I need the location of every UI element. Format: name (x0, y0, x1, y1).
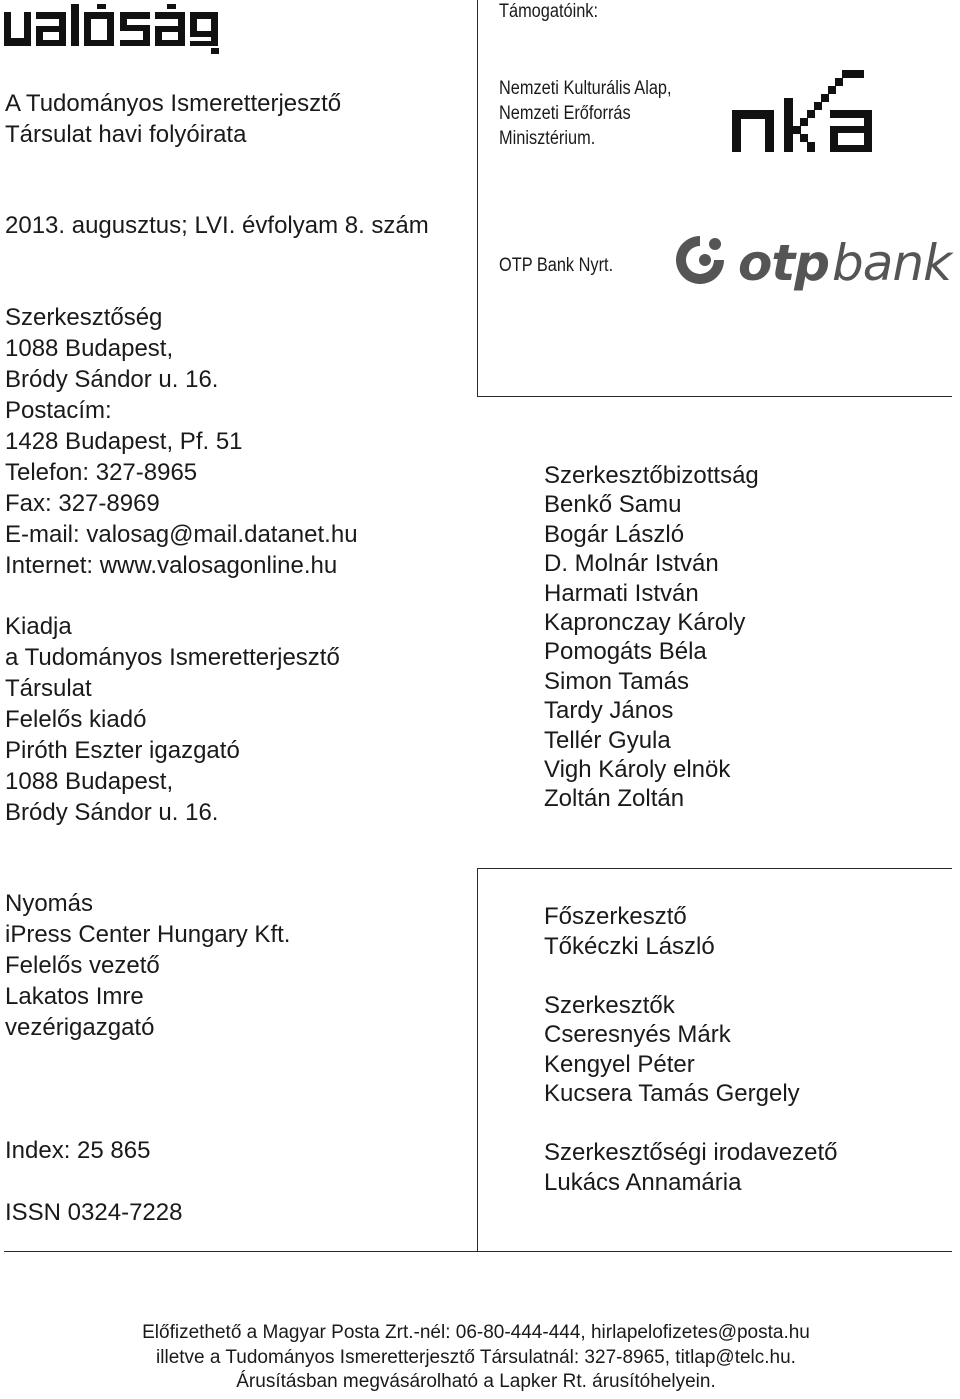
footer-divider (4, 1251, 952, 1252)
subscription-info (0, 1321, 952, 1395)
subtitle-line: A Tudományos Ismeretterjesztő (5, 90, 342, 117)
svg-text:otp: otp (738, 234, 830, 292)
manager-name: Lakatos Imre (5, 983, 144, 1010)
board-member: Pomogáts Béla (544, 638, 707, 666)
board-member: Vigh Károly elnök (544, 756, 731, 784)
column-divider-bottom (477, 868, 478, 1252)
board-member: Tardy János (544, 697, 674, 725)
office-manager-name: Lukács Annamária (544, 1169, 742, 1196)
fax-line: Fax: 327-8969 (5, 490, 160, 517)
printing-block (5, 888, 290, 1043)
section-divider (477, 868, 952, 869)
editor-name: Kucsera Tamás Gergely (544, 1079, 800, 1107)
subtitle-line: Társulat havi folyóirata (5, 121, 247, 148)
printing-heading: Nyomás (5, 890, 94, 917)
board-member: Bogár László (544, 520, 685, 548)
nka-logo-image (730, 68, 880, 154)
manager-title: vezérigazgató (5, 1014, 155, 1041)
chief-editor-block (544, 902, 715, 962)
subscription-line: Árusításban megvásárolható a Lapker Rt. árusítóhelyein. (236, 1371, 716, 1392)
address-line: Bródy Sándor u. 16. (5, 366, 219, 393)
website-line: Internet: www.valosagonline.hu (5, 552, 338, 579)
address-line: 1088 Budapest, (5, 768, 174, 795)
subscription-line: illetve a Tudományos Ismeretterjesztő Társulatnál: 327-8965, titlap@telc.hu. (156, 1346, 796, 1368)
board-member: Benkő Samu (544, 491, 682, 519)
editorial-office-heading: Szerkesztőség (5, 304, 163, 331)
svg-text:bank: bank (832, 234, 952, 292)
valosag-logo (4, 4, 220, 54)
issue-info: 2013. augusztus; LVI. évfolyam 8. szám (5, 212, 429, 239)
responsible-publisher-name: Piróth Eszter igazgató (5, 737, 240, 764)
address-line: Bródy Sándor u. 16. (5, 799, 219, 826)
board-member: Kapronczay Károly (544, 609, 746, 637)
sponsor-line: Nemzeti Erőforrás (499, 103, 631, 124)
editors-heading: Szerkesztők (544, 992, 675, 1019)
editor-name: Cseresnyés Márk (544, 1021, 731, 1049)
masthead-subtitle (5, 88, 341, 150)
editor-name: Kengyel Péter (544, 1050, 695, 1078)
publisher-line: a Tudományos Ismeretterjesztő (5, 644, 340, 671)
office-manager-heading: Szerkesztőségi irodavezető (544, 1139, 838, 1166)
board-member: Zoltán Zoltán (544, 785, 685, 813)
issn-number: ISSN 0324-7228 (5, 1199, 183, 1226)
editorial-board-block (544, 461, 759, 814)
subscription-line: Előfizethető a Magyar Posta Zrt.-nél: 06-80-444-444, hirlapelofizetes@posta.hu (142, 1322, 810, 1343)
board-member: Simon Tamás (544, 667, 689, 695)
nka-sponsor-text (499, 76, 672, 151)
printer-name: iPress Center Hungary Kft. (5, 921, 291, 948)
valosag-logo-image (4, 4, 220, 54)
otp-bank-logo (670, 228, 960, 298)
sponsors-title: Támogatóink: (499, 1, 599, 22)
nka-logo (730, 68, 880, 154)
phone-line: Telefon: 327-8965 (5, 459, 198, 486)
board-member: Harmati István (544, 579, 699, 607)
sponsor-line: Nemzeti Kulturális Alap, (499, 78, 672, 99)
publisher-heading: Kiadja (5, 613, 72, 640)
index-number: Index: 25 865 (5, 1137, 151, 1164)
postal-address: 1428 Budapest, Pf. 51 (5, 428, 243, 455)
otp-sponsor-text: OTP Bank Nyrt. (499, 255, 614, 276)
editors-block (544, 991, 800, 1108)
sponsor-line: Minisztérium. (499, 128, 596, 149)
otp-bank-logo-image (670, 228, 960, 298)
board-member: Tellér Gyula (544, 726, 671, 754)
chief-editor-heading: Főszerkesztő (544, 903, 687, 930)
office-manager-block (544, 1138, 837, 1198)
postal-label: Postacím: (5, 397, 112, 424)
email-line: E-mail: valosag@mail.datanet.hu (5, 521, 358, 548)
board-member: D. Molnár István (544, 550, 719, 578)
responsible-manager-label: Felelős vezető (5, 952, 160, 979)
publisher-line: Társulat (5, 675, 92, 702)
editorial-office-block (5, 302, 358, 581)
chief-editor-name: Tőkéczki László (544, 933, 715, 960)
responsible-publisher-label: Felelős kiadó (5, 706, 147, 733)
publisher-block (5, 611, 340, 828)
address-line: 1088 Budapest, (5, 335, 174, 362)
column-divider-top (477, 0, 478, 397)
editorial-board-heading: Szerkesztőbizottság (544, 462, 759, 489)
section-divider (477, 396, 952, 397)
